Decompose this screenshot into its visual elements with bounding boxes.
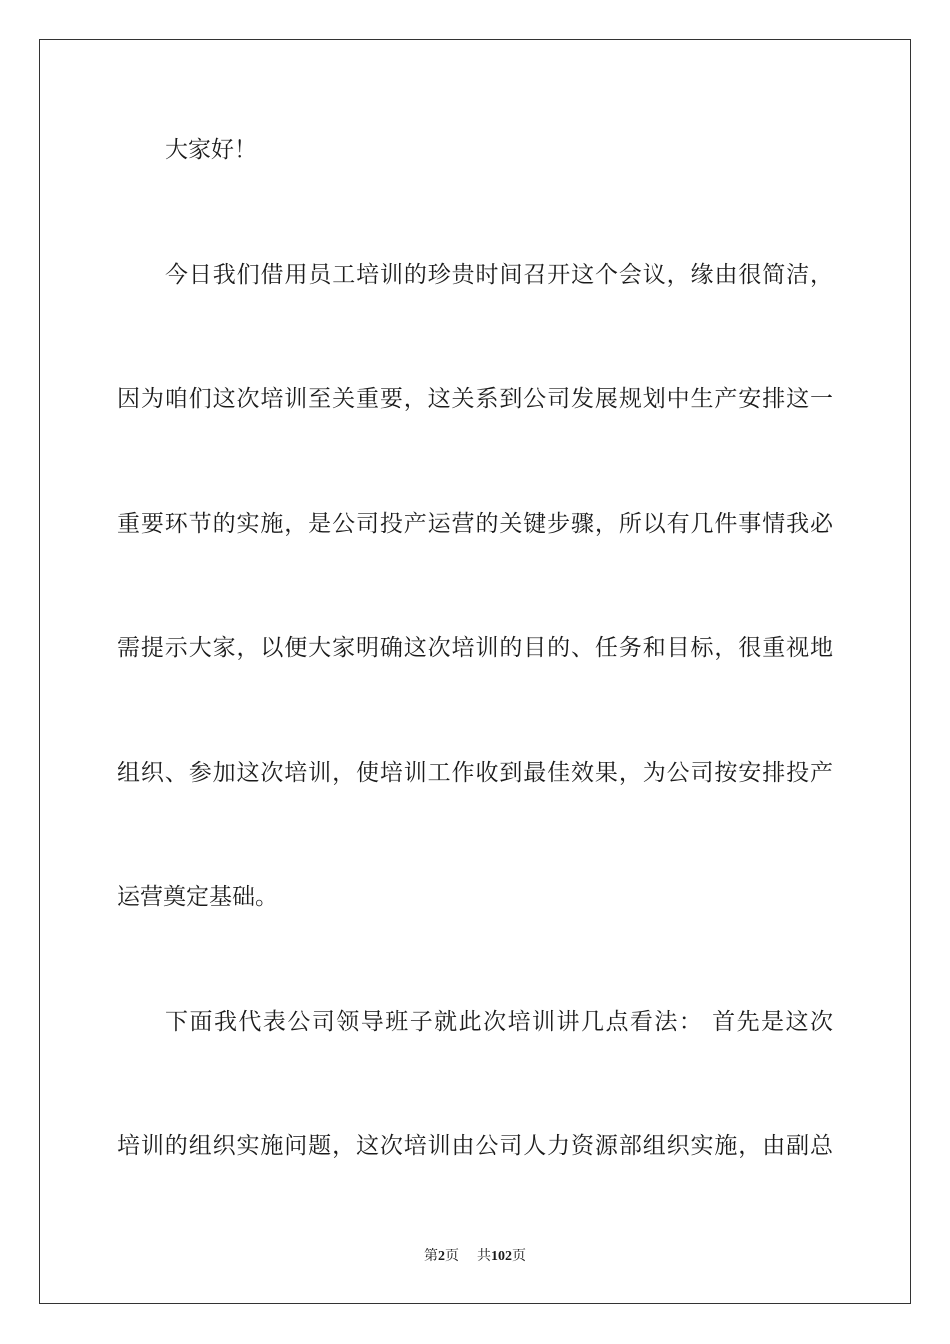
- footer-page-number: 2: [438, 1249, 445, 1264]
- greeting-line: 大家好！: [165, 137, 257, 163]
- paragraph-1-line-5: 组织、参加这次培训，使培训工作收到最佳效果，为公司按安排投产: [117, 760, 833, 786]
- footer-total-suffix: 页: [512, 1249, 526, 1264]
- paragraph-1-line-1: 今日我们借用员工培训的珍贵时间召开这个会议，缘由很简洁，: [165, 262, 833, 288]
- paragraph-1-line-6: 运营奠定基础。: [117, 884, 278, 910]
- page-border: [39, 39, 911, 1304]
- footer-total-prefix: 共: [477, 1249, 491, 1264]
- footer-total-pages: 102: [491, 1249, 512, 1264]
- page-footer: [0, 1248, 950, 1266]
- paragraph-1-line-2: 因为咱们这次培训至关重要，这关系到公司发展规划中生产安排这一: [117, 386, 833, 412]
- paragraph-2-line-2: 培训的组织实施问题，这次培训由公司人力资源部组织实施，由副总: [117, 1133, 833, 1159]
- footer-page-suffix: 页: [445, 1249, 459, 1264]
- footer-page-prefix: 第: [424, 1249, 438, 1264]
- paragraph-1-line-3: 重要环节的实施，是公司投产运营的关键步骤，所以有几件事情我必: [117, 511, 833, 537]
- paragraph-2-line-1: 下面我代表公司领导班子就此次培训讲几点看法： 首先是这次: [165, 1009, 833, 1035]
- paragraph-1-line-4: 需提示大家，以便大家明确这次培训的目的、任务和目标，很重视地: [117, 635, 833, 661]
